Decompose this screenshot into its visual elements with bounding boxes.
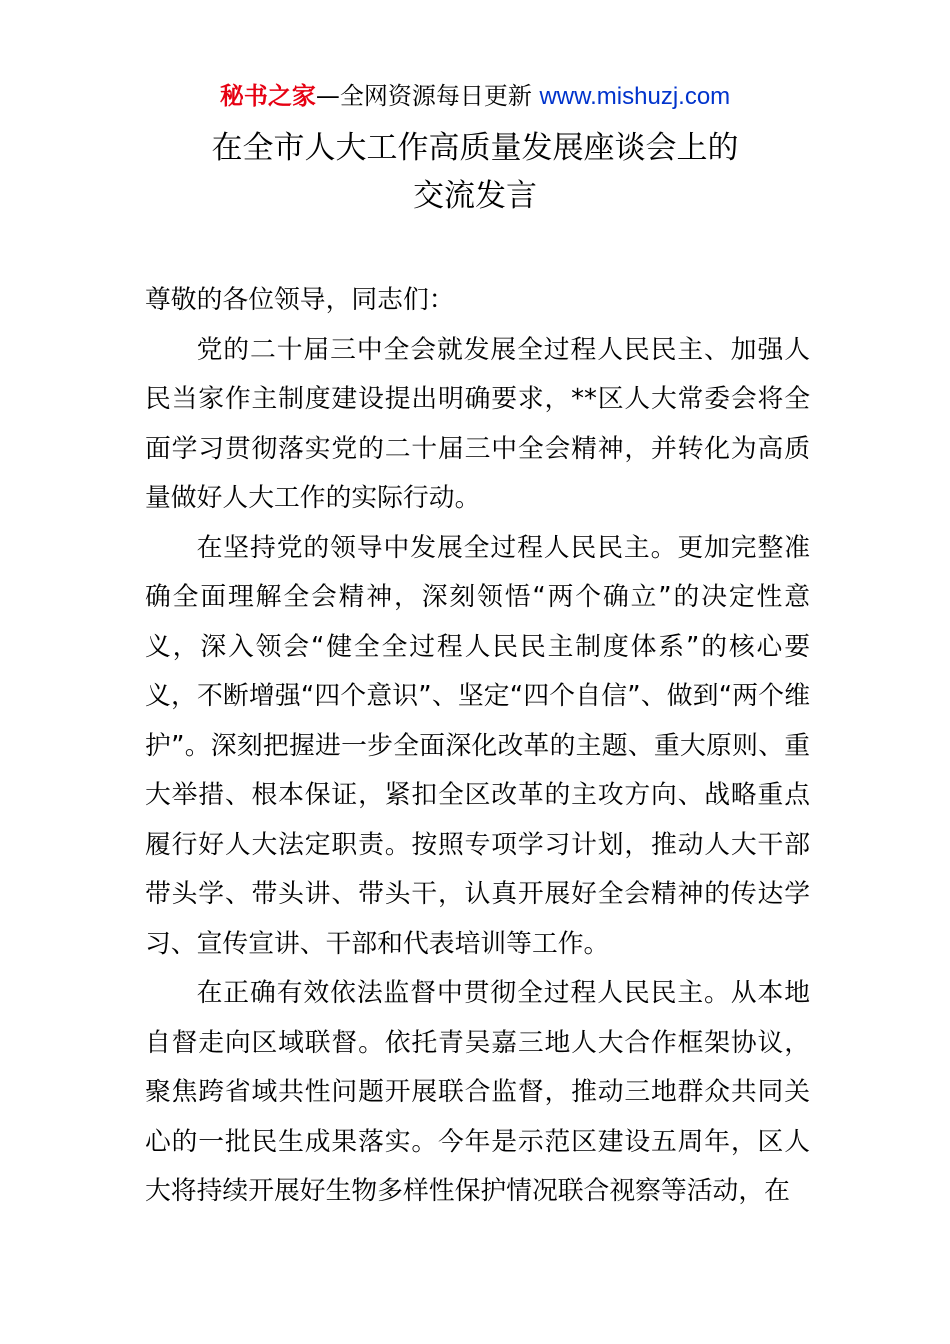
body-paragraph-1: 党的二十届三中全会就发展全过程人民民主、加强人民当家作主制度建设提出明确要求，**区人大常委会将全面学习贯彻落实党的二十届三中全会精神，并转化为高质量做好人大工作的实际行动。 (145, 334, 810, 513)
body-paragraph-2: 在坚持党的领导中发展全过程人民民主。更加完整准确全面理解全会精神，深刻领悟“两个确立”的决定性意义，深入领会“健全全过程人民民主制度体系”的核心要义，不断增强“四个意识”、坚定“四个自信”、做到“两个维护”。深刻把握进一步全面深化改革的主题、重大原则、重大举措、根本保证，紧扣全区改革的主攻方向、战略重点履行好人大法定职责。按照专项学习计划，推动人大干部带头学、带头讲、带头干，认真开展好全会精神的传达学习、宣传宣讲、干部和代表培训等工作。 (145, 532, 810, 959)
site-tagline: —全网资源每日更新 (315, 82, 540, 110)
site-url-link[interactable]: www.mishuzj.com (539, 83, 731, 110)
document-body (145, 276, 810, 1217)
document-title-line-2: 交流发言 (413, 178, 537, 214)
site-header (0, 80, 950, 113)
body-paragraph-3: 在正确有效依法监督中贯彻全过程人民民主。从本地自督走向区域联督。依托青吴嘉三地人大合作框架协议，聚焦跨省域共性问题开展联合监督，推动三地群众共同关心的一批民生成果落实。今年是示范区建设五周年，区人大将持续开展好生物多样性保护情况联合视察等活动，在 (145, 978, 810, 1206)
salutation: 尊敬的各位领导，同志们： (145, 285, 455, 315)
brand-name: 秘书之家 (219, 82, 316, 110)
document-title-line-1: 在全市人大工作高质量发展座谈会上的 (211, 130, 739, 166)
